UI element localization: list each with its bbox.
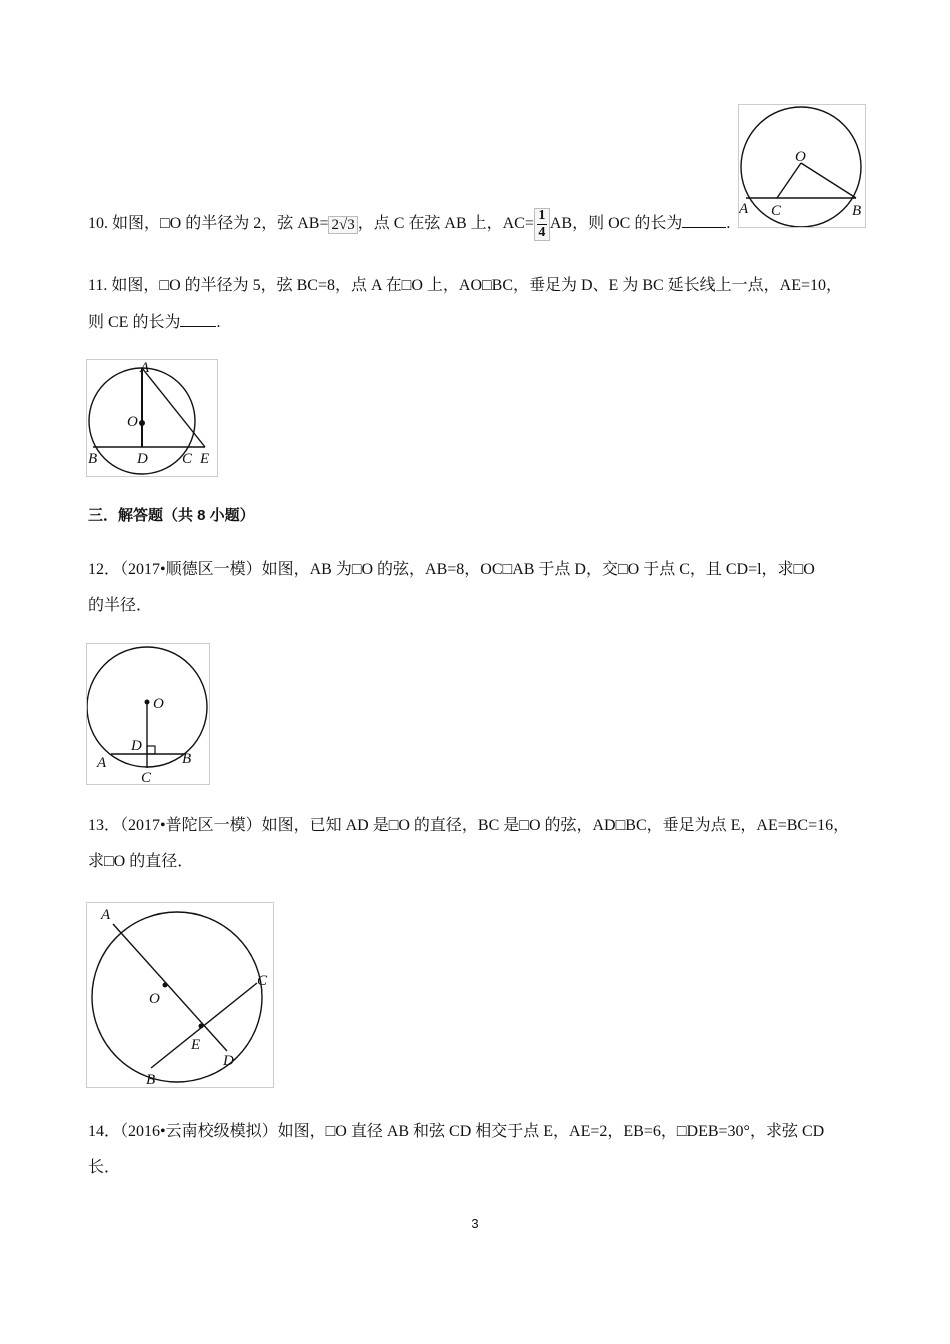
question-12-line-1: 12．（2017•顺德区一模）如图，AB 为□O 的弦，AB=8，OC□AB 于点 D，交□O 于点 C，且 CD=l，求□O (88, 561, 815, 578)
label-B: B (146, 1072, 156, 1087)
label-C: C (257, 973, 268, 989)
label-A: A (739, 201, 749, 217)
label-C: C (771, 203, 782, 219)
label-A: A (97, 755, 107, 771)
q10-answer-blank (682, 213, 726, 228)
label-A: A (101, 907, 111, 923)
label-A: A (140, 360, 150, 376)
q10-text-1: 10. 如图，□O 的半径为 2，弦 AB= (88, 215, 329, 233)
label-B: B (88, 451, 98, 467)
q10-frac-numerator: 1 (538, 208, 546, 223)
figure-q11 (86, 359, 218, 477)
question-13-line-1: 13．（2017•普陀区一模）如图，已知 AD 是□O 的直径，BC 是□O 的弦，AD□BC，垂足为点 E，AE=BC=16， (88, 817, 850, 834)
question-10 (88, 208, 730, 241)
q11-text: 则 CE 的长为 (88, 314, 181, 331)
label-O: O (149, 991, 160, 1007)
figure-q10 (738, 104, 866, 228)
q10-fraction (534, 208, 550, 241)
label-O: O (153, 696, 164, 712)
q10-end: . (726, 215, 731, 233)
label-O: O (795, 149, 806, 165)
question-14-line-1: 14．（2016•云南校级模拟）如图，□O 直径 AB 和弦 CD 相交于点 E，AE=2，EB=6，□DEB=30°，求弦 CD (88, 1123, 825, 1140)
question-12-line-2: 的半径． (88, 597, 153, 614)
q10-sqrt-expr: 2√3 (328, 216, 357, 234)
label-B: B (182, 751, 192, 767)
question-14-line-2: 长． (88, 1159, 121, 1176)
label-B: B (852, 203, 862, 219)
q10-text-2: ，点 C 在弦 AB 上，AC= (357, 215, 534, 233)
label-O: O (127, 414, 138, 430)
question-13-line-2: 求□O 的直径． (88, 853, 194, 870)
label-D: D (223, 1053, 234, 1069)
label-E: E (200, 451, 210, 467)
label-E: E (191, 1037, 201, 1053)
q10-text-3: AB，则 OC 的长为 (549, 215, 683, 233)
figure-q13 (86, 902, 274, 1088)
q10-frac-denominator: 4 (538, 225, 546, 240)
section-heading: 三．解答题（共 8 小题） (88, 507, 255, 524)
question-11-line-1: 11. 如图，□O 的半径为 5，弦 BC=8，点 A 在□O 上，AO□BC，垂足为 D、E 为 BC 延长线上一点，AE=10， (88, 277, 843, 294)
figure-q12 (86, 643, 210, 785)
page-number: 3 (471, 1216, 479, 1231)
q11-answer-blank (180, 312, 216, 327)
q11-end: . (216, 314, 221, 331)
label-C: C (141, 770, 152, 784)
label-D: D (137, 451, 148, 467)
label-D: D (131, 738, 142, 754)
question-11-line-2 (88, 312, 220, 333)
label-C: C (182, 451, 193, 467)
